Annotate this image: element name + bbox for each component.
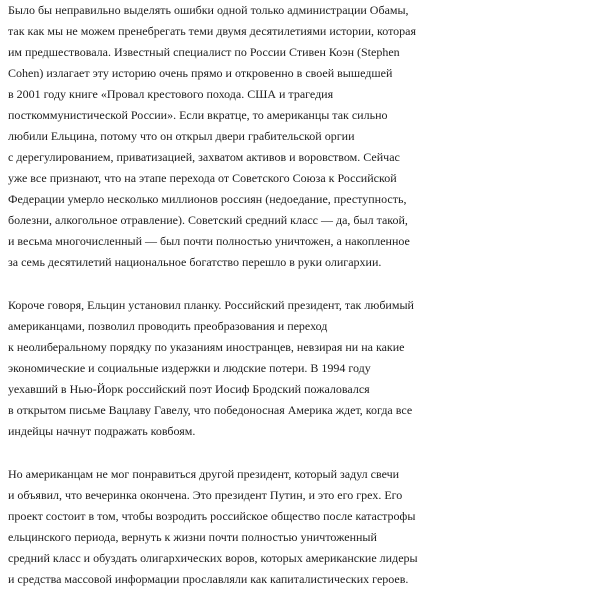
paragraph-1 xyxy=(8,0,599,273)
text-line: с дерегулированием, приватизацией, захватом активов и воровством. Сейчас xyxy=(8,150,400,164)
paragraph-2 xyxy=(8,295,599,442)
text-line: за семь десятилетий национальное богатство перешло в руки олигархии. xyxy=(8,255,382,269)
text-line: американцами, позволил проводить преобразования и переход xyxy=(8,319,328,333)
text-line: Но американцам не мог понравиться другой президент, который задул свечи xyxy=(8,467,400,481)
text-line: и средства массовой информации прославляли как капиталистических героев. xyxy=(8,572,409,586)
text-line: в открытом письме Вацлаву Гавелу, что победоносная Америка ждет, когда все xyxy=(8,403,413,417)
text-line: любили Ельцина, потому что он открыл двери грабительской оргии xyxy=(8,129,355,143)
text-line: к неолиберальному порядку по указаниям иностранцев, невзирая ни на какие xyxy=(8,340,405,354)
text-line: индейцы начнут подражать ковбоям. xyxy=(8,424,196,438)
text-line: Cohen) излагает эту историю очень прямо и откровенно в своей вышедшей xyxy=(8,66,393,80)
text-line: Было бы неправильно выделять ошибки одной только администрации Обамы, xyxy=(8,3,409,17)
text-line: ельцинского периода, вернуть к жизни почти полностью уничтоженный xyxy=(8,530,377,544)
paragraph-gap xyxy=(8,442,599,464)
text-line: так как мы не можем пренебрегать теми двумя десятилетиями истории, которая xyxy=(8,24,417,38)
text-line: уехавший в Нью-Йорк российский поэт Иосиф Бродский пожаловался xyxy=(8,382,370,396)
paragraph-3 xyxy=(8,464,599,590)
article-body xyxy=(8,0,599,590)
text-line: и весьма многочисленный — был почти полностью уничтожен, а накопленное xyxy=(8,234,410,248)
text-line: в 2001 году книге «Провал крестового похода. США и трагедия xyxy=(8,87,334,101)
text-line: и объявил, что вечеринка окончена. Это президент Путин, и это его грех. Его xyxy=(8,488,403,502)
paragraph-gap xyxy=(8,273,599,295)
text-line: проект состоит в том, чтобы возродить российское общество после катастрофы xyxy=(8,509,416,523)
text-line: уже все признают, что на этапе перехода от Советского Союза к Российской xyxy=(8,171,397,185)
text-line: посткоммунистической России». Если вкратце, то американцы так сильно xyxy=(8,108,388,122)
text-line: экономические и социальные издержки и людские потери. В 1994 году xyxy=(8,361,371,375)
text-line: средний класс и обуздать олигархических воров, которых американские лидеры xyxy=(8,551,418,565)
text-line: Короче говоря, Ельцин установил планку. Российский президент, так любимый xyxy=(8,298,414,312)
text-line: болезни, алкогольное отравление). Советский средний класс — да, был такой, xyxy=(8,213,408,227)
text-line: им предшествовала. Известный специалист по России Стивен Коэн (Stephen xyxy=(8,45,400,59)
text-line: Федерации умерло несколько миллионов россиян (недоедание, преступность, xyxy=(8,192,407,206)
